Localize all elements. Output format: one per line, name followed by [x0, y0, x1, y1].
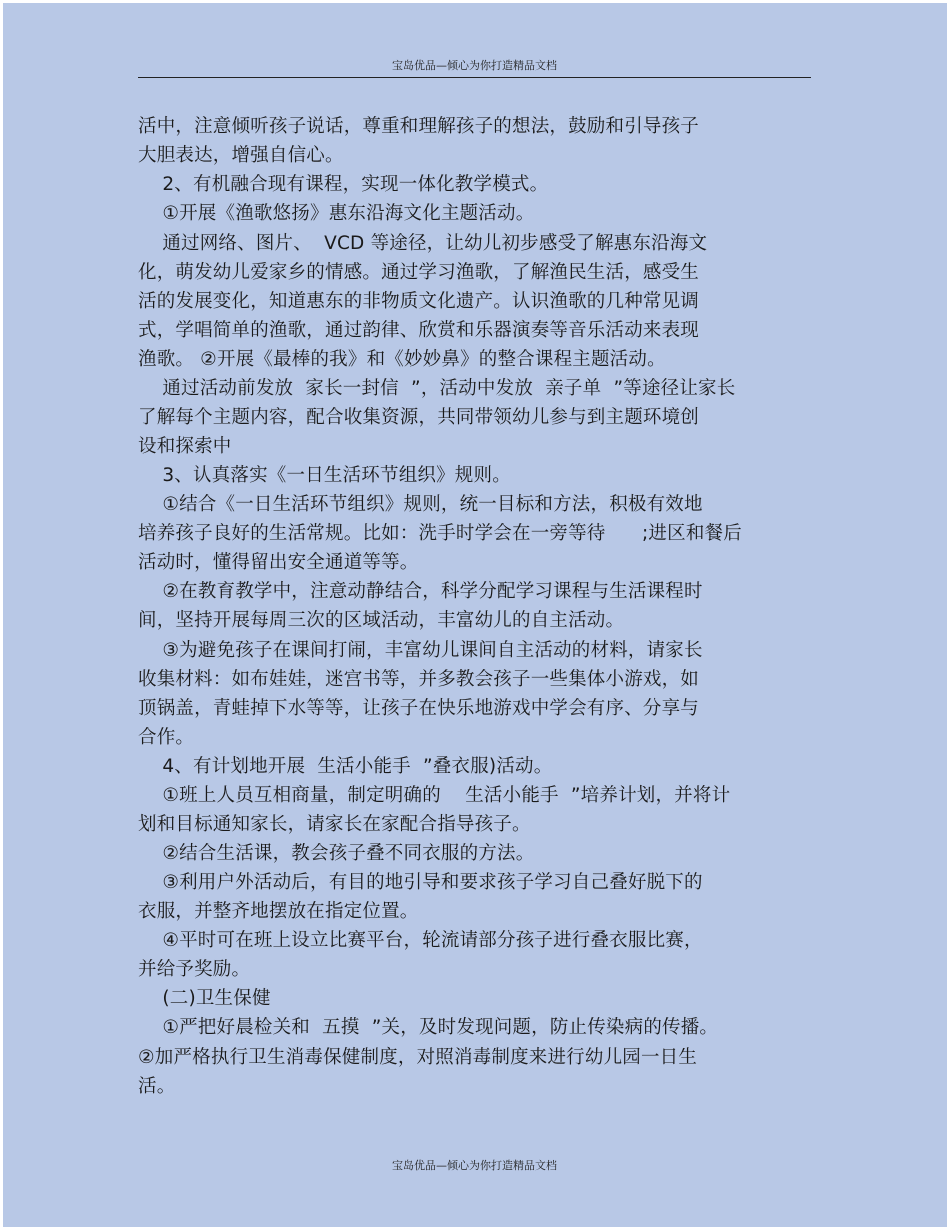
text-line: ④平时可在班上设立比赛平台，轮流请部分孩子进行叠衣服比赛，	[138, 930, 703, 951]
text-line: 划和目标通知家长，请家长在家配合指导孩子。	[138, 814, 531, 835]
text-line: 合作。	[138, 727, 195, 748]
text-line: 设和探索中	[138, 436, 232, 457]
text-line: 化，萌发幼儿爱家乡的情感。通过学习渔歌，了解渔民生活，感受生	[138, 262, 700, 283]
text-line: 4、有计划地开展 生活小能手 ”叠衣服)活动。	[138, 756, 553, 777]
text-line: 培养孩子良好的生活常规。比如：洗手时学会在一旁等待 ;进区和餐后	[138, 523, 742, 544]
text-line: ①开展《渔歌悠扬》惠东沿海文化主题活动。	[138, 203, 535, 224]
text-line: 活中，注意倾听孩子说话，尊重和理解孩子的想法，鼓励和引导孩子	[138, 116, 700, 137]
text-line: ①班上人员互相商量，制定明确的 生活小能手 ”培养计划，并将计	[138, 785, 731, 806]
text-line: 并给予奖励。	[138, 959, 251, 980]
text-line: ②加严格执行卫生消毒保健制度，对照消毒制度来进行幼儿园一日生	[138, 1047, 698, 1068]
text-line: ③为避免孩子在课间打闹，丰富幼儿课间自主活动的材料，请家长	[138, 640, 703, 661]
text-line: 通过网络、图片、 VCD 等途径，让幼儿初步感受了解惠东沿海文	[138, 233, 708, 254]
text-line: ②结合生活课，教会孩子叠不同衣服的方法。	[138, 843, 535, 864]
text-line: 顶锅盖，青蛙掉下水等等，让孩子在快乐地游戏中学会有序、分享与	[138, 698, 700, 719]
text-line: 收集材料：如布娃娃，迷宫书等，并多教会孩子一些集体小游戏，如	[138, 669, 700, 690]
header-divider	[138, 77, 811, 78]
page-header: 宝岛优品—倾心为你打造精品文档	[392, 59, 557, 72]
text-line: 通过活动前发放 家长一封信 ”，活动中发放 亲子单 ”等途径让家长	[138, 378, 736, 399]
text-line: 2、有机融合现有课程，实现一体化教学模式。	[138, 174, 549, 195]
text-line: 3、认真落实《一日生活环节组织》规则。	[138, 465, 511, 486]
text-line: 大胆表达，增强自信心。	[138, 145, 344, 166]
text-line: ③利用户外活动后，有目的地引导和要求孩子学习自己叠好脱下的	[138, 872, 703, 893]
text-line: 渔歌。 ②开展《最棒的我》和《妙妙鼻》的整合课程主题活动。	[138, 349, 666, 370]
text-line: 式，学唱简单的渔歌，通过韵律、欣赏和乐器演奏等音乐活动来表现	[138, 320, 700, 341]
text-line: (二)卫生保健	[138, 988, 271, 1009]
text-line: 活。	[138, 1076, 176, 1097]
text-line: 活动时，懂得留出安全通道等等。	[138, 552, 419, 573]
text-line: 衣服，并整齐地摆放在指定位置。	[138, 901, 419, 922]
text-line: ②在教育教学中，注意动静结合，科学分配学习课程与生活课程时	[138, 581, 703, 602]
text-line: 了解每个主题内容，配合收集资源，共同带领幼儿参与到主题环境创	[138, 407, 700, 428]
text-line: ①严把好晨检关和 五摸 ”关，及时发现问题，防止传染病的传播。	[138, 1017, 719, 1038]
page-footer: 宝岛优品—倾心为你打造精品文档	[392, 1159, 557, 1172]
text-line: 间，坚持开展每周三次的区域活动，丰富幼儿的自主活动。	[138, 610, 625, 631]
text-line: 活的发展变化，知道惠东的非物质文化遗产。认识渔歌的几种常见调	[138, 291, 700, 312]
text-line: ①结合《一日生活环节组织》规则，统一目标和方法，积极有效地	[138, 494, 703, 515]
